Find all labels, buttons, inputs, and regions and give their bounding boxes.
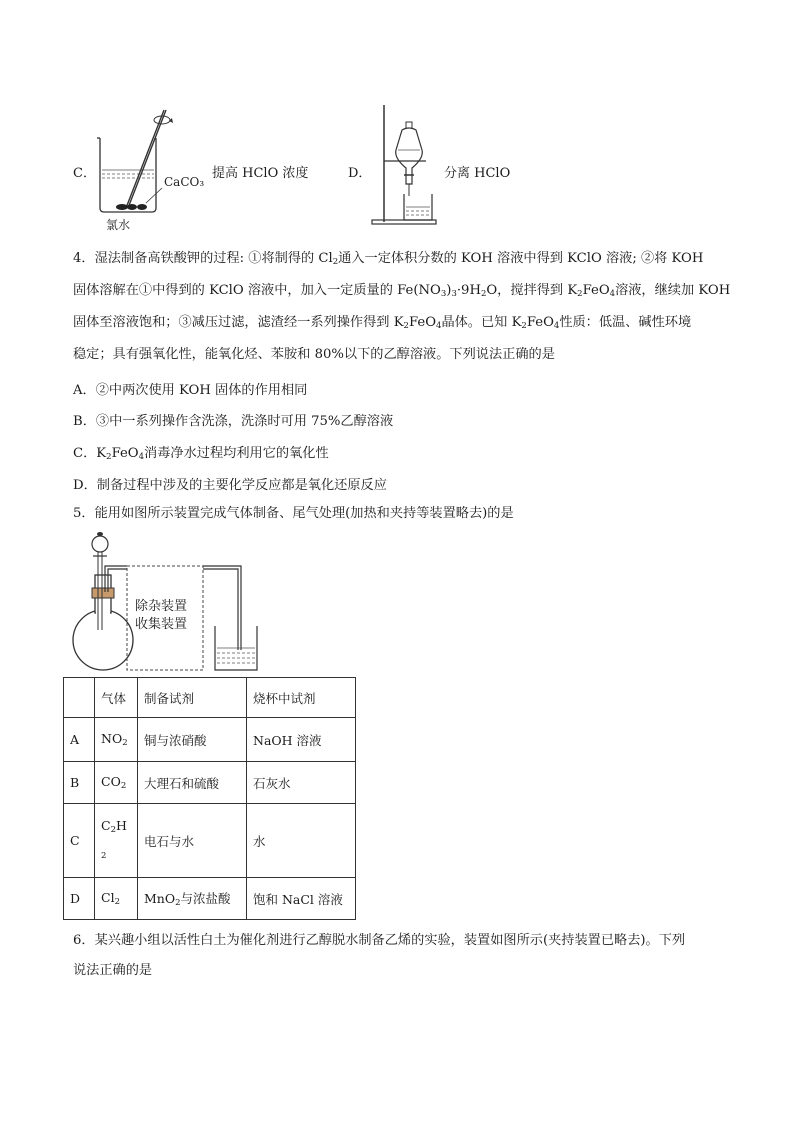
q4-option-d[interactable]: D．制备过程中涉及的主要化学反应都是氧化还原反应 (73, 478, 387, 493)
chlorine-water-label: 氯水 (106, 218, 131, 232)
q4-stem-line4: 稳定；具有强氧化性，能氧化烃、苯胺和 80%以下的乙醇溶液。下列说法正确的是 (73, 347, 555, 362)
q3-option-c-text: 提高 HClO 浓度 (212, 166, 309, 181)
q4-option-b[interactable]: B．③中一系列操作含洗涤，洗涤时可用 75%乙醇溶液 (73, 414, 394, 429)
q3-option-d-text: 分离 HClO (444, 166, 511, 181)
option-letter: A (64, 718, 95, 762)
q5-stem: 5．能用如图所示装置完成气体制备、尾气处理(加热和夹持等装置略去)的是 (73, 506, 514, 521)
reagent-cell: 电石与水 (138, 804, 247, 878)
gas-cell: $CO_2$ (95, 762, 138, 804)
table-row[interactable] (64, 762, 356, 804)
gas-cell: $Cl_2$ (95, 878, 138, 920)
q4-option-a[interactable]: A．②中两次使用 KOH 固体的作用相同 (73, 383, 308, 398)
beaker-cell: 饱和 NaCl 溶液 (247, 878, 356, 920)
table-row[interactable] (64, 878, 356, 920)
reagent-cell: 铜与浓硝酸 (138, 718, 247, 762)
beaker-cell: 石灰水 (247, 762, 356, 804)
gas-apparatus-figure (65, 530, 265, 675)
q6-stem-line1: 6．某兴趣小组以活性白土为催化剂进行乙醇脱水制备乙烯的实验，装置如图所示(夹持装置已略去)。下列 (73, 933, 686, 948)
header-cell: 制备试剂 (138, 678, 247, 718)
separatory-funnel-figure (368, 100, 443, 230)
header-cell: 烧杯中试剂 (247, 678, 356, 718)
option-letter: C (64, 804, 95, 878)
table-row[interactable] (64, 718, 356, 762)
q3-option-c-label: C． (73, 166, 96, 181)
table-row[interactable] (64, 804, 356, 878)
q4-option-c[interactable]: C．$K_2FeO_4$消毒净水过程均利用它的氧化性 (73, 446, 329, 462)
q4-stem-line1: 4．湿法制备高铁酸钾的过程: ①将制得的 $Cl_2$通入一定体积分数的 KOH 溶液中得到 KClO 溶液; ②将 KOH (73, 251, 704, 267)
header-cell (64, 678, 95, 718)
caco3-label: CaCO₃ (164, 175, 205, 189)
q6-stem-line2: 说法正确的是 (73, 963, 153, 978)
reagent-cell: 大理石和硫酸 (138, 762, 247, 804)
beaker-cell: 水 (247, 804, 356, 878)
box-label-collect: 收集装置 (135, 617, 188, 632)
reagent-cell: MnO$_2$与浓盐酸 (138, 878, 247, 920)
table-header-row (64, 678, 356, 718)
gas-cell: $C_2H$ $_2$ (95, 804, 138, 878)
q5-options-table (63, 677, 356, 920)
q4-stem-line3: 固体至溶液饱和；③减压过滤，滤渣经一系列操作得到 $K_2FeO_4$晶体。已知 $K_2FeO_4$性质：低温、碱性环境 (73, 315, 692, 331)
option-letter: B (64, 762, 95, 804)
header-cell: 气体 (95, 678, 138, 718)
beaker-cell: NaOH 溶液 (247, 718, 356, 762)
beaker-stirring-figure (92, 108, 212, 233)
q3-option-d-label: D． (348, 166, 372, 181)
q4-stem-line2: 固体溶解在①中得到的 KClO 溶液中，加入一定质量的 $Fe(NO_3)_3\cdot 9H_2O$，搅拌得到 $K_2FeO_4$溶液，继续加 KOH (73, 283, 731, 299)
option-letter: D (64, 878, 95, 920)
box-label-purify: 除杂装置 (135, 599, 188, 614)
gas-cell: $NO_2$ (95, 718, 138, 762)
